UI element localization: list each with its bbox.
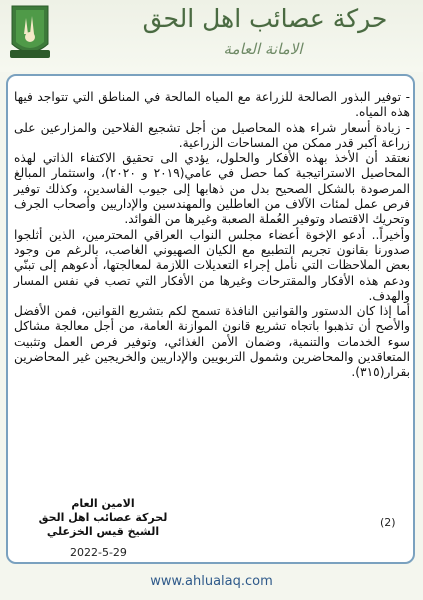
page-number: (2) (380, 516, 396, 529)
letter-body (14, 90, 410, 381)
website-link[interactable]: www.ahlualaq.com (150, 574, 273, 589)
movement-emblem-icon (8, 4, 52, 62)
department-name: الامانة العامة (223, 40, 303, 58)
org-name: حركة عصائب اهل الحق (142, 4, 388, 33)
paragraph: - توفير البذور الصالحة للزراعة مع المياه المالحة في المناطق التي تتواجد فيها هذه المياه. (14, 90, 410, 120)
paragraph: وأخيراً.. أدعو الإخوة أعضاء مجلس النواب العراقي المحترمين، الذين أثلجوا صدورنا بقانون تجريم التطبيع مع الكيان الصهيوني الغاصب، بالرغم من وجود بعض الملاحظات التي نأمل إجراء التعديلات اللازمة لمعالجتها، أدعوهم إلى تبنّي ودعم هذه الأفكار والمقترحات وغيرها من الأفكار التي تصب في نفس المسار والهدف. (14, 227, 410, 303)
signature-name: الشيخ قيس الخزعلي (46, 525, 160, 538)
signature-title: الامين العام (71, 497, 135, 510)
signature-org: لحركة عصائب اهل الحق (38, 511, 168, 524)
paragraph: نعتقد أن الأخذ بهذه الأفكار والحلول، يؤدي الى تحقيق الاكتفاء الذاتي لهذه المحاصيل الاستراتيجية كما حصل في عامي(٢٠١٩ و ٢٠٢٠)، واستثمار المبالغ المرصودة بالشكل الصحيح بدل من ذهابها إلى جيوب الفاسدين، وكذلك توفير فرص عمل لمئات الآلاف من العاطلين والمهندسين والإداريين وأصحاب الجرف وتحريك الاقتصاد وتوفير العُملة الصعبة وغيرها من الفوائد. (14, 151, 410, 227)
paragraph: أما إذا كان الدستور والقوانين النافذة تسمح لكم بتشريع القوانين، فمن الأفضل والأصح أن تذهبوا باتجاه تشريع قانون الموازنة العامة، من أجل معالجة مشاكل سوء الخدمات والتنمية، وضمان الأمن الغذائي، وتوفير فرص العمل وتثبيت المتعاقدين والمحاضرين وشمول التربويين والإداريين والخريجين غير المحاضرين بقرار(٣١٥). (14, 304, 410, 380)
paragraph: - زيادة أسعار شراء هذه المحاصيل من أجل تشجيع الفلاحين والمزارعين على زراعة أكبر قدر ممكن من المساحات الزراعية. (14, 120, 410, 150)
letterhead (0, 0, 423, 72)
signature-block (28, 497, 178, 539)
document-date: 2022-5-29 (70, 546, 127, 559)
